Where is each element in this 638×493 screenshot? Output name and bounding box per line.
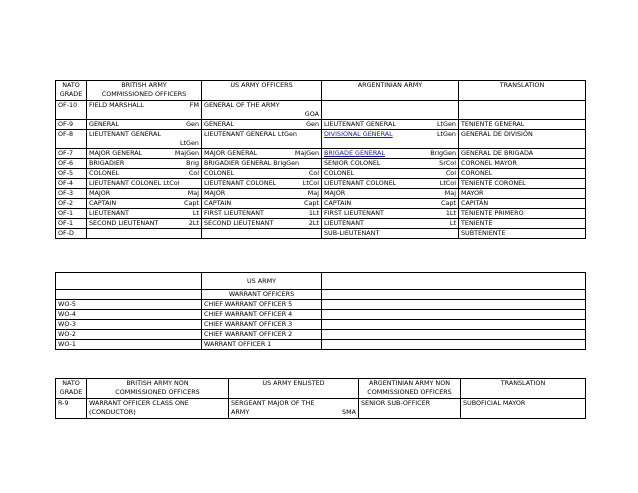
cell-argentinian-text: CAPTAIN — [324, 199, 352, 207]
table-row — [56, 130, 586, 149]
cell-us-text: LIEUTENANT GENERAL LtGen — [204, 130, 297, 138]
header-british-line2: COMMISSIONED OFFICERS — [115, 388, 200, 396]
cell-british — [87, 399, 229, 419]
us-line1: SERGEANT MAJOR OF THE — [231, 399, 315, 407]
table-row — [56, 340, 586, 350]
cell-british-text: MAJOR — [89, 189, 111, 197]
cell-translation: CORONEL — [459, 169, 586, 179]
table-row — [56, 120, 586, 130]
cell-translation: MAYOR — [459, 189, 586, 199]
cell-argentinian: SENIOR SUB-OFFICER — [359, 399, 461, 419]
header-us: US ARMY OFFICERS — [202, 81, 322, 101]
cell-argentinian-abbr: BrigGen — [430, 149, 456, 157]
cell-british-abbr: Col — [188, 169, 199, 177]
table-header-row — [56, 379, 586, 399]
cell-grade: OF-1 — [56, 219, 87, 229]
empty-cell — [322, 330, 586, 340]
header-grade: GRADE — [59, 90, 83, 98]
cell-british — [87, 120, 202, 130]
cell-us-abbr: Gen — [306, 120, 319, 128]
table-row — [56, 209, 586, 219]
cell-us — [202, 199, 322, 209]
cell-translation: TENIENTE PRIMERO — [459, 209, 586, 219]
cell-argentinian-content — [324, 209, 456, 218]
cell-us — [202, 229, 322, 239]
cell-british-text: GENERAL — [89, 120, 119, 128]
cell-us — [202, 209, 322, 219]
cell-argentinian — [322, 219, 459, 229]
cell-grade: R-9 — [56, 399, 87, 419]
cell-british — [87, 189, 202, 199]
cell-us-content — [204, 159, 319, 168]
cell-us — [202, 219, 322, 229]
cell-british-text: FIELD MARSHALL — [89, 101, 144, 109]
empty-cell — [322, 320, 586, 330]
header-us: US ARMY ENLISTED — [229, 379, 359, 399]
cell-us — [202, 179, 322, 189]
cell-translation: SUBTENIENTE — [459, 229, 586, 239]
table-row — [56, 320, 586, 330]
cell-british-text: SECOND LIEUTENANT — [89, 219, 159, 227]
cell-us-abbr: 2Lt — [308, 219, 319, 227]
header-nato-grade — [56, 379, 87, 399]
table-row — [56, 179, 586, 189]
cell-translation: TENIENTE GENERAL — [459, 120, 586, 130]
empty-cell — [56, 290, 202, 300]
cell-argentinian-text: MAJOR — [324, 189, 346, 197]
cell-translation — [459, 101, 586, 120]
cell-us — [202, 169, 322, 179]
header-argentinian — [359, 379, 461, 399]
cell-argentinian-text: DIVISIONAL GENERAL — [324, 130, 393, 138]
header-british — [87, 81, 202, 101]
cell-argentinian-abbr: LtGen — [436, 120, 456, 128]
cell-us — [229, 399, 359, 419]
cell-grade: OF-7 — [56, 149, 87, 159]
cell-british — [87, 219, 202, 229]
cell-british-abbr: 2Lt — [188, 219, 199, 227]
cell-british-content — [89, 149, 199, 158]
cell-grade: OF-2 — [56, 199, 87, 209]
empty-cell — [56, 273, 202, 290]
cell-translation: TENIENTE — [459, 219, 586, 229]
cell-warrant-title: CHIEF WARRANT OFFICER 4 — [202, 310, 322, 320]
cell-british-abbr: LtGen — [179, 139, 199, 147]
cell-british-abbr: Lt — [192, 209, 199, 217]
cell-argentinian-abbr: Lt — [449, 219, 456, 227]
cell-argentinian-text: LIEUTENANT COLONEL — [324, 179, 397, 187]
cell-argentinian-content — [324, 120, 456, 129]
cell-grade: OF-1 — [56, 209, 87, 219]
empty-cell — [322, 310, 586, 320]
cell-argentinian — [322, 199, 459, 209]
cell-warrant-title: CHIEF WARRANT OFFICER 2 — [202, 330, 322, 340]
cell-grade: OF-4 — [56, 179, 87, 189]
cell-grade: OF-8 — [56, 130, 87, 149]
cell-argentinian — [322, 229, 459, 239]
header-arg-line1: ARGENTINIAN ARMY NON — [368, 379, 451, 387]
cell-us-content — [204, 130, 319, 139]
cell-british-content — [89, 179, 199, 188]
cell-us — [202, 149, 322, 159]
cell-us-content — [204, 189, 319, 198]
cell-us-abbr: Col — [308, 169, 319, 177]
cell-british-content — [89, 159, 199, 168]
cell-us-text: MAJOR — [204, 189, 226, 197]
cell-us-content — [204, 179, 319, 188]
british-line2: (CONDUCTOR) — [89, 408, 136, 416]
us-line2 — [231, 408, 356, 417]
header-british-line2: COMMISSIONED OFFICERS — [101, 90, 187, 98]
officer-ranks-table — [55, 80, 586, 239]
cell-british-content — [89, 169, 199, 178]
cell-british — [87, 101, 202, 120]
header-translation: TRANSLATION — [461, 379, 586, 399]
cell-grade: OF-5 — [56, 169, 87, 179]
header-argentinian: ARGENTINIAN ARMY — [322, 81, 459, 101]
cell-argentinian-text: COLONEL — [324, 169, 355, 177]
cell-british-text: CAPTAIN — [89, 199, 117, 207]
cell-argentinian-content — [324, 219, 456, 228]
cell-british-abbr: MajGen — [174, 149, 199, 157]
cell-us-abbr: GOA — [304, 110, 319, 118]
cell-us-text: CAPTAIN — [204, 199, 232, 207]
warrant-officer-table — [55, 272, 586, 350]
cell-british-text: LIEUTENANT — [89, 209, 129, 217]
cell-translation: CAPITÁN — [459, 199, 586, 209]
cell-argentinian-content — [324, 149, 456, 158]
header-nato-grade — [56, 81, 87, 101]
cell-british-text: LIEUTENANT GENERAL — [89, 130, 161, 138]
cell-us-abbr: Capt — [304, 199, 319, 207]
cell-british-abbr: Brig — [186, 159, 199, 167]
table-row — [56, 229, 586, 239]
cell-argentinian-abbr: 1Lt — [445, 209, 456, 217]
cell-argentinian — [322, 179, 459, 189]
cell-british-abbr: Maj — [187, 189, 199, 197]
cell-argentinian-content — [324, 159, 456, 168]
cell-argentinian — [322, 159, 459, 169]
us-army-title: US ARMY — [202, 273, 322, 290]
cell-us — [202, 120, 322, 130]
empty-cell — [322, 340, 586, 350]
cell-argentinian — [322, 189, 459, 199]
cell-translation: GENERAL DE DIVISIÓN — [459, 130, 586, 149]
cell-argentinian-content — [324, 229, 456, 238]
cell-british — [87, 229, 202, 239]
cell-british-content — [89, 101, 199, 110]
cell-argentinian-abbr: LtGen — [436, 130, 456, 138]
cell-us-content — [204, 169, 319, 178]
cell-argentinian-text: SENIOR COLONEL — [324, 159, 381, 167]
header-british-line1: BRITISH ARMY NON — [126, 379, 189, 387]
warrant-officers-subtitle: WARRANT OFFICERS — [202, 290, 322, 300]
cell-argentinian — [322, 101, 459, 120]
empty-cell — [322, 290, 586, 300]
table-row — [56, 169, 586, 179]
cell-grade: OF-D — [56, 229, 87, 239]
cell-british-text: COLONEL — [89, 169, 120, 177]
cell-argentinian-abbr: Capt — [441, 199, 456, 207]
cell-translation: CORONEL MAYOR — [459, 159, 586, 169]
cell-british — [87, 209, 202, 219]
cell-us-content — [204, 120, 319, 129]
cell-argentinian-text: LIEUTENANT GENERAL — [324, 120, 396, 128]
table-row — [56, 159, 586, 169]
cell-grade: WO-2 — [56, 330, 202, 340]
cell-argentinian-content — [324, 169, 456, 178]
cell-grade: WO-3 — [56, 320, 202, 330]
table-row — [56, 149, 586, 159]
cell-grade: WO-1 — [56, 340, 202, 350]
cell-british — [87, 159, 202, 169]
cell-us — [202, 189, 322, 199]
cell-us-content — [204, 149, 319, 158]
cell-british-content — [89, 219, 199, 228]
cell-grade: OF-10 — [56, 101, 87, 120]
table-header-row — [56, 81, 586, 101]
cell-grade: WO-4 — [56, 310, 202, 320]
cell-british-content — [89, 189, 199, 198]
header-british — [87, 379, 229, 399]
cell-british-text: MAJOR GENERAL — [89, 149, 143, 157]
cell-grade: OF-9 — [56, 120, 87, 130]
cell-argentinian — [322, 149, 459, 159]
cell-us-abbr: LtCol — [302, 179, 319, 187]
cell-british — [87, 149, 202, 159]
cell-argentinian-content — [324, 189, 456, 198]
cell-british — [87, 179, 202, 189]
cell-translation: GENERAL DE BRIGADA — [459, 149, 586, 159]
cell-argentinian-text: FIRST LIEUTENANT — [324, 209, 384, 217]
header-nato: NATO — [62, 81, 80, 89]
header-nato: NATO — [62, 379, 80, 387]
cell-argentinian-text: SUB-LIEUTENANT — [324, 229, 380, 237]
cell-british-abbr: FM — [189, 101, 199, 109]
header-translation: TRANSLATION — [459, 81, 586, 101]
empty-cell — [322, 273, 586, 290]
cell-us-text: LIEUTENANT COLONEL — [204, 179, 277, 187]
cell-translation: TENIENTE CORONEL — [459, 179, 586, 189]
cell-argentinian-text: BRIGADE GENERAL — [324, 149, 385, 157]
cell-argentinian-content — [324, 130, 456, 139]
cell-us-abbr: Maj — [307, 189, 319, 197]
us-line2-text: ARMY — [231, 408, 250, 416]
cell-british-abbr: Capt — [184, 199, 199, 207]
british-line1: WARRANT OFFICER CLASS ONE — [89, 399, 189, 407]
cell-british-content — [89, 120, 199, 129]
cell-us-text: MAJOR GENERAL — [204, 149, 258, 157]
empty-cell — [322, 300, 586, 310]
table-row — [56, 399, 586, 419]
cell-us — [202, 101, 322, 120]
cell-argentinian-abbr: SrCol — [439, 159, 456, 167]
cell-argentinian — [322, 209, 459, 219]
cell-british-content — [89, 199, 199, 208]
cell-british — [87, 169, 202, 179]
cell-us-content — [204, 209, 319, 218]
us-abbr: SMA — [342, 408, 356, 416]
cell-grade: OF-6 — [56, 159, 87, 169]
cell-argentinian-abbr: Col — [445, 169, 456, 177]
header-british-line1: BRITISH ARMY — [121, 81, 167, 89]
cell-us-content — [204, 199, 319, 208]
cell-argentinian-abbr: Maj — [444, 189, 456, 197]
cell-us-text: SECOND LIEUTENANT — [204, 219, 274, 227]
cell-argentinian-abbr: LtCol — [439, 179, 456, 187]
cell-us — [202, 159, 322, 169]
cell-argentinian-text: LIEUTENANT — [324, 219, 364, 227]
nco-ranks-table — [55, 378, 586, 419]
table-row — [56, 310, 586, 320]
cell-british-text: BRIGADIER — [89, 159, 125, 167]
table-row — [56, 219, 586, 229]
table-row — [56, 330, 586, 340]
cell-us — [202, 130, 322, 149]
cell-us-content — [204, 219, 319, 228]
cell-warrant-title: CHIEF WARRANT OFFICER 5 — [202, 300, 322, 310]
table-row — [56, 300, 586, 310]
cell-argentinian-content — [324, 199, 456, 208]
table-row — [56, 101, 586, 120]
cell-argentinian — [322, 169, 459, 179]
table-row — [56, 189, 586, 199]
cell-british-content — [89, 209, 199, 218]
cell-grade: WO-5 — [56, 300, 202, 310]
cell-us-abbr: MajGen — [294, 149, 319, 157]
cell-warrant-title: WARRANT OFFICER 1 — [202, 340, 322, 350]
cell-argentinian — [322, 130, 459, 149]
table-row — [56, 199, 586, 209]
cell-grade: OF-3 — [56, 189, 87, 199]
header-arg-line2: COMMISSIONED OFFICERS — [367, 388, 452, 396]
cell-us-abbr: 1Lt — [308, 209, 319, 217]
cell-argentinian-content — [324, 179, 456, 188]
cell-us-text: FIRST LIEUTENANT — [204, 209, 264, 217]
cell-us-text: GENERAL — [204, 120, 234, 128]
cell-british-text: LIEUTENANT COLONEL LtCol — [89, 179, 180, 187]
cell-us-text: GENERAL OF THE ARMY — [204, 101, 280, 109]
cell-british-abbr: Gen — [186, 120, 199, 128]
cell-argentinian — [322, 120, 459, 130]
cell-us-text: COLONEL — [204, 169, 235, 177]
cell-british — [87, 199, 202, 209]
header-grade: GRADE — [59, 388, 83, 396]
cell-us-text: BRIGADIER GENERAL BrigGen — [204, 159, 300, 167]
cell-british — [87, 130, 202, 149]
cell-warrant-title: CHIEF WARRANT OFFICER 3 — [202, 320, 322, 330]
cell-translation: SUBOFICIAL MAYOR — [461, 399, 586, 419]
